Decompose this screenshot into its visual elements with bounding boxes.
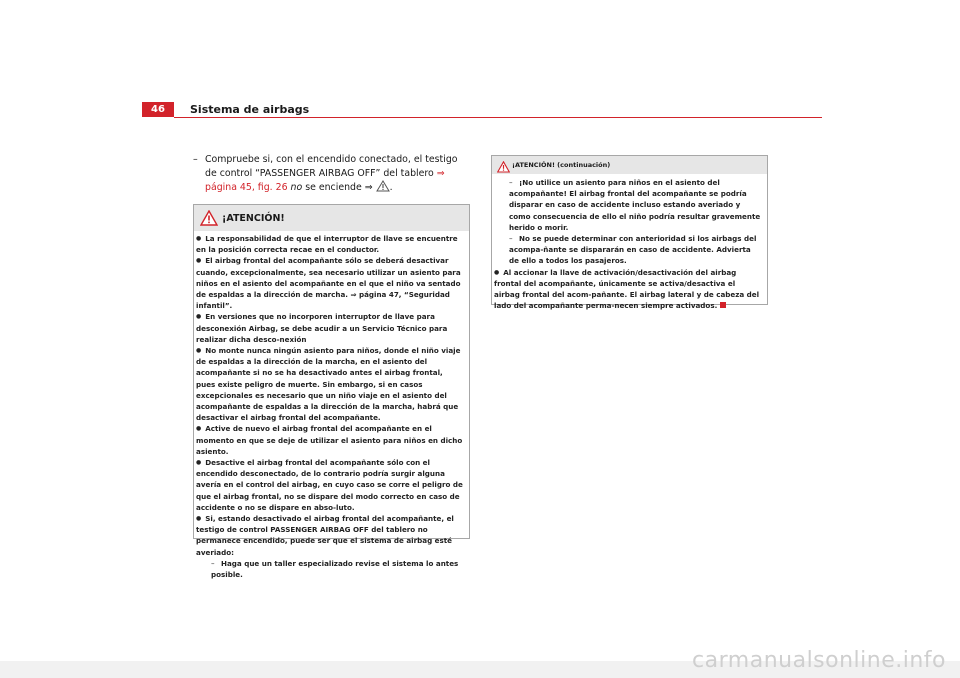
intro-text-2: se enciende [302,182,365,193]
sub-item-text: ¡No utilice un asiento para niños en el asiento del acompañante! El airbag frontal del acompañante se podría disparar en caso de accidente incluso estando averiado y como consecuencia de ello el niño podría resultar gravemente herido o morir. [509,178,761,232]
warning-bullet-ref[interactable]: ⇒ página 47, “Seguridad infantil”. [196,290,450,311]
warning-triangle-icon [376,180,390,197]
warning-box [193,204,470,580]
continuation-bullet-text: Al accionar la llave de activación/desactivación del airbag frontal del acompañante, únicamente se activa/desactiva el airbag frontal del acom-pañante. El airbag lateral y de cabeza del lado del acompañante perma-necen siempre activados. [494,267,760,311]
page-header-title: Sistema de airbags [190,103,310,116]
warning-bullet: ● Desactive el airbag frontal del acompañante sólo con el encendido desconectado, de lo contrario podría surgir alguna avería en el control del airbag, en cuyo caso se corre el peligro de que el airbag frontal, no se dispare del modo correcto en caso de accidente o no se dispare en abso-luto. [196,457,463,513]
warning-box-title: ¡ATENCIÓN! [222,213,285,224]
sub-item-dash: – [509,234,513,244]
continuation-sub-item [494,177,761,233]
warning-box-body [194,231,469,580]
end-of-section-icon [720,302,726,308]
intro-arrow-2: ⇒ [364,182,373,193]
warning-box-header [194,205,469,231]
continuation-bullet [494,267,761,312]
sub-item-text: No se puede determinar con anterioridad si los airbags del acompa-ñante se dispararán en caso de accidente. Advierta de ello a todos los pasajeros. [509,234,757,266]
warning-triangle-icon [200,210,218,230]
warning-bullet-text: El airbag frontal del acompañante sólo se deberá desactivar cuando, excepcionalmente, sea necesario utilizar un asiento para niños en el asiento del acompañante en el que el niño va sentado de espaldas a la dirección de marcha. [196,256,461,300]
continuation-sub-item [494,233,761,267]
intro-text-3: . [389,182,393,193]
warning-bullet: ● No monte nunca ningún asiento para niños, donde el niño viaje de espaldas a la dirección de la marcha, en el asiento del acompañante si no se ha desactivado antes el airbag frontal, pues existe peligro de muerte. Sin embargo, si en casos excepcionales es necesario que un niño viaje en el asiento del acompañante de espaldas a la dirección de la marcha, habrá que desactivar el airbag frontal del acompañante. [196,345,463,423]
sub-item-text: Haga que un taller especializado revise el sistema lo antes posible. [211,558,459,580]
continuation-box-title: ¡ATENCIÓN! (continuación) [512,161,611,169]
continuation-box [491,155,768,311]
continuation-box-body [492,174,767,311]
intro-paragraph [193,153,471,197]
intro-dash: – [193,154,198,165]
header-rule [174,117,822,118]
intro-text-1: Compruebe si, con el encendido conectado, el testigo de control “PASSENGER AIRBAG OFF” del tablero [205,154,458,179]
continuation-box-header [492,156,767,174]
warning-bullet: ● En versiones que no incorporen interruptor de llave para desconexión Airbag, se debe acudir a un Servicio Técnico para realizar dicha desco-nexión [196,311,463,345]
intro-text [205,153,471,197]
warning-bullet [196,255,463,311]
footer-watermark[interactable]: carmanualsonline.info [692,648,946,673]
intro-italic-no: no [290,182,303,193]
intro-arrow-1: ⇒ [436,167,445,179]
sub-item-dash: – [509,178,513,187]
warning-bullet: ● Si, estando desactivado el airbag frontal del acompañante, el testigo de control PASSENGER AIRBAG OFF del tablero no permanece encendido, puede ser que el sistema de airbag esté averiado: [196,513,463,558]
warning-bullet: ● La responsabilidad de que el interruptor de llave se encuentre en la posición correcta recae en el conductor. [196,233,463,255]
warning-sub-item [196,558,463,580]
intro-page-link[interactable]: página 45, fig. 26 [205,182,288,193]
warning-triangle-icon [497,158,510,177]
page-number: 46 [142,102,174,117]
sub-item-dash: – [211,558,215,568]
warning-bullet: ● Active de nuevo el airbag frontal del acompañante en el momento en que se deje de utilizar el asiento para niños en dicho asiento. [196,423,463,457]
